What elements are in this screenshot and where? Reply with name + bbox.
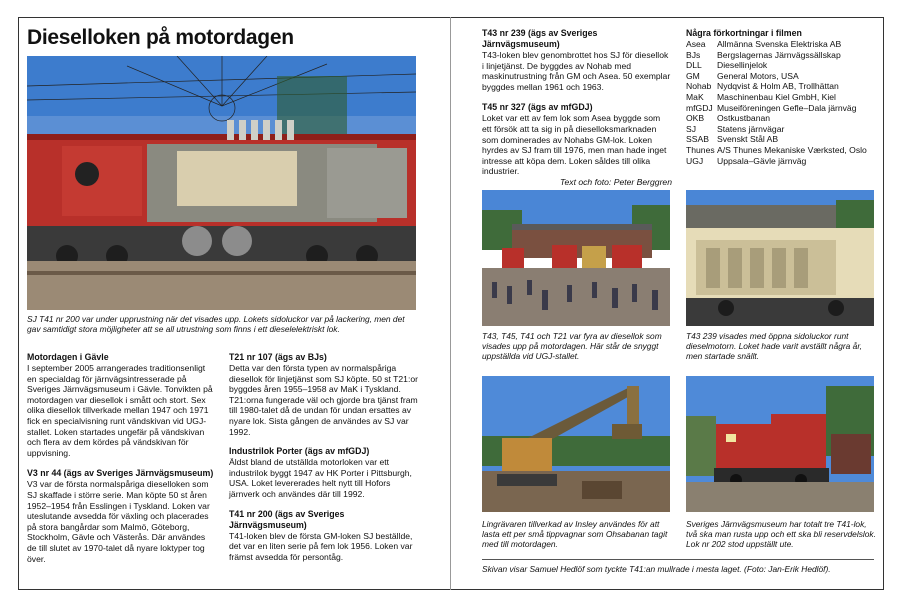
abbr-key: SJ	[686, 123, 697, 134]
abbr-value: Maschinenbau Kiel GmbH, Kiel	[717, 91, 836, 102]
abbr-value: Allmänna Svenska Elektriska AB	[717, 39, 842, 49]
heading-v3: V3 nr 44 (ägs av Sveriges Järnvägsmuseum)	[27, 468, 214, 479]
caption-t43-engine: T43 239 visades med öppna sidoluckor runt dieselmotorn. Loket hade varit avställt några år, men startade snällt.	[686, 331, 862, 362]
footer-rule	[482, 559, 874, 560]
abbr-row	[686, 92, 882, 103]
body-porter: Äldst bland de utställda motorloken var ett industrilok byggt 1947 av HK Porter i Pittsburgh, USA. Loket levererades helt nytt till Hofors järnverk och användes där till 1992.	[229, 457, 412, 499]
heading-t45: T45 nr 327 (ägs av mfGDJ)	[482, 102, 593, 113]
abbr-key: DLL	[686, 60, 702, 71]
abbr-row	[686, 145, 882, 156]
abbr-value: Statens järnvägar	[717, 123, 785, 134]
abbr-key: MaK	[686, 91, 704, 102]
abbr-row	[686, 156, 882, 167]
abbr-key: SSAB	[686, 134, 709, 145]
abbr-key: Asea	[686, 39, 706, 49]
heading-t43: T43 nr 239 (ägs av Sveriges Järnvägsmuseum)	[482, 28, 598, 49]
body-t43: T43-loken blev genombrottet hos SJ för diesellok i linjetjänst. De byggdes av Nohab med maskinutrustning från GM och Asea. 50 exemplar byggdes mellan 1961 och 1963.	[482, 50, 671, 92]
abbreviation-heading: Några förkortningar i filmen	[686, 28, 802, 38]
abbr-value: General Motors, USA	[717, 70, 799, 81]
body-gavle: I september 2005 arrangerades traditionsenligt en specialdag för järnvägsintresserade på Sveriges Järnvägsmuseum i Gävle. Tonvikten på motordagen var diesellok i smått och stort. Sex olika diesellok tillverkade mellan 1947 och 1971 fick en specialvisning runt vändskivan vid UGJ-stallet. Loken startades ungefär på vändskivan och flera av dem kördes på vändskivan för uppvisning.	[27, 363, 213, 458]
abbr-value: A/S Thunes Mekaniske Værksted, Oslo	[717, 144, 867, 155]
abbr-row	[686, 113, 882, 124]
abbr-row	[686, 134, 882, 145]
body-t41: T41-loken blev de första GM-loken SJ beställde, det var en liten serie på fem lok 1956. Loken var främst avsedda för persontåg.	[229, 530, 413, 562]
heading-gavle: Motordagen i Gävle	[27, 352, 109, 362]
article-column-1	[27, 352, 217, 564]
abbr-key: Nohab	[686, 81, 712, 92]
caption-crane: Lingrävaren tillverkad av Insley användes för att lasta ett per små tippvagnar som Ohsabanan tagit med till motordagen.	[482, 519, 668, 550]
abbr-key: UGJ	[686, 155, 704, 166]
abbr-row	[686, 60, 882, 71]
body-t45: Loket var ett av fem lok som Asea byggde som ett försök att ta sig in på dieselloksmarknaden som dominerades av Nohabs GM-lok. Loken hyrdes av SJ fram till 1976, men man hade inget intresse att köpa dem. Loken såldes till olika industrier.	[482, 113, 667, 177]
heading-porter: Industrilok Porter (ägs av mfGDJ)	[229, 446, 370, 457]
photo-turntable-lineup	[482, 190, 670, 326]
author-credit: Text och foto: Peter Berggren	[560, 176, 672, 187]
abbr-row	[686, 50, 882, 61]
abbr-key: GM	[686, 70, 700, 81]
photo-crane-excavator	[482, 376, 670, 512]
abbreviation-list	[686, 28, 882, 166]
abbr-row	[686, 71, 882, 82]
heading-t21: T21 nr 107 (ägs av BJs)	[229, 352, 327, 362]
abbr-value: Museiföreningen Gefle–Dala järnväg	[717, 102, 857, 113]
heading-t41: T41 nr 200 (ägs av Sveriges Järnvägsmuseum)	[229, 508, 345, 530]
abbr-value: Diesellinjelok	[717, 60, 768, 71]
abbr-key: mfGDJ	[686, 102, 713, 113]
page-gutter	[450, 17, 451, 590]
abbr-value: Uppsala–Gävle järnväg	[717, 155, 807, 166]
abbr-row	[686, 124, 882, 135]
body-t21: Detta var den första typen av normalspåriga diesellok för linjetjänst som SJ köpte. 50 st T21:or byggdes åren 1955–1958 av MaK i Tyskland. T21:orna fungerade väl och gjorde bra tjänst fram till 1980-talet då de undan för undan ersattes av nyare lok. Sista gången de användes av SJ var 1992.	[229, 363, 418, 437]
abbr-key: BJs	[686, 49, 701, 60]
abbr-value: Ostkustbanan	[717, 113, 771, 124]
abbr-key: OKB	[686, 113, 705, 124]
main-photo-t41	[27, 56, 416, 310]
abbr-key: Thunes	[686, 144, 715, 155]
article-column-3	[482, 28, 672, 188]
abbr-value: Svenskt Stål AB	[717, 134, 779, 145]
abbr-value: Nydqvist & Holm AB, Trollhättan	[717, 81, 839, 92]
main-photo-caption: SJ T41 nr 200 var under upprustning när det visades upp. Lokets sidoluckor var på lackering, men det gav samtidigt stora möjligheter att se all utrustning som finns i ett dieselelektriskt lok.	[27, 314, 405, 335]
photo-t41-202	[686, 376, 874, 512]
abbr-row	[686, 103, 882, 114]
caption-t41-202: Sveriges Järnvägsmuseum har totalt tre T41-lok, två ska man rusta upp och ett ska bli reservdelslok. Lok nr 202 stod uppställt ute.	[686, 519, 876, 550]
body-v3: V3 var de första normalspåriga dieselloken som SJ skaffade i större serie. Man köpte 50 st åren 1952–1954 från Esslingen i Tyskland. Loken var uteslutande avsedda för växling och placerades på stora bangårdar som Malmö, Göteborg, Stockholm, Gävle och Västerås. Där användes de till slutet av 1970-talet då nyare loktyper tog över.	[27, 479, 210, 564]
caption-turntable: T43, T45, T41 och T21 var fyra av diesellok som visades upp på motordagen. Här står de snyggt uppställda vid UGJ-stallet.	[482, 331, 662, 362]
page-title: Dieselloken på motordagen	[27, 26, 294, 49]
abbr-value: Bergslagernas Järnvägssällskap	[717, 49, 841, 60]
photo-t43-engine	[686, 190, 874, 326]
abbr-row	[686, 39, 882, 50]
dvd-note: Skivan visar Samuel Hedlöf som tyckte T41:an mullrade i mesta laget. (Foto: Jan-Erik Hedlöf).	[482, 564, 831, 574]
article-column-2	[229, 352, 419, 562]
abbr-row	[686, 81, 882, 92]
